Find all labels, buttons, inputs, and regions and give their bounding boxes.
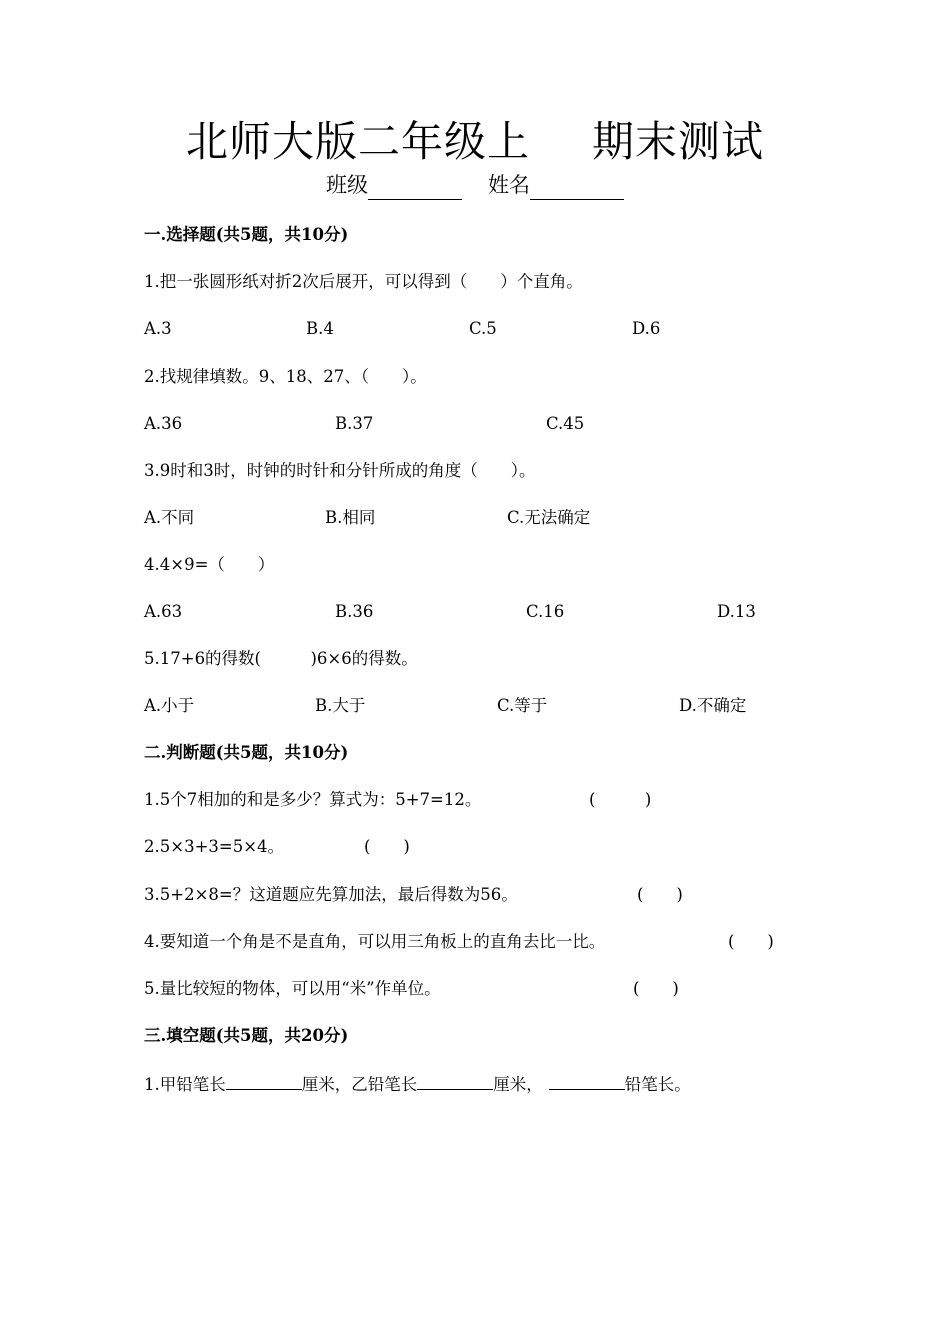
fill-blank-3[interactable] bbox=[549, 1071, 625, 1090]
question-stem: 3.9时和3时，时钟的时针和分针所成的角度（ ）。 bbox=[144, 461, 536, 480]
option-c: C.等于 bbox=[497, 696, 548, 715]
option-b: B.4 bbox=[306, 319, 334, 338]
judge-bracket[interactable]: ( ) bbox=[728, 932, 774, 951]
section-heading-choice: 一.选择题(共5题，共10分) bbox=[144, 225, 349, 244]
fill-text-1: 1.甲铅笔长 bbox=[144, 1075, 226, 1094]
title-main: 北师大版二年级上 bbox=[185, 117, 530, 166]
option-a: A.3 bbox=[144, 319, 172, 338]
judge-bracket[interactable]: ( ) bbox=[589, 790, 652, 809]
fill-question bbox=[144, 1071, 691, 1097]
class-label: 班级 bbox=[326, 173, 368, 197]
option-a: A.63 bbox=[144, 602, 183, 621]
judge-bracket[interactable]: ( ) bbox=[364, 837, 410, 856]
name-label: 姓名 bbox=[488, 173, 530, 197]
option-c: C.16 bbox=[526, 602, 565, 621]
option-b: B.37 bbox=[335, 414, 374, 433]
fill-blank-2[interactable] bbox=[417, 1071, 493, 1090]
student-info bbox=[0, 170, 950, 200]
page-title bbox=[0, 112, 950, 172]
fill-text-3: 厘米， bbox=[493, 1075, 543, 1094]
option-c: C.5 bbox=[469, 319, 497, 338]
fill-text-2: 厘米，乙铅笔长 bbox=[301, 1075, 418, 1094]
fill-blank-1[interactable] bbox=[226, 1071, 302, 1090]
judge-stem: 4.要知道一个角是不是直角，可以用三角板上的直角去比一比。 bbox=[144, 932, 606, 951]
option-d: D.6 bbox=[632, 319, 661, 338]
name-blank[interactable] bbox=[530, 177, 624, 200]
judge-stem: 3.5+2×8=？这道题应先算加法，最后得数为56。 bbox=[144, 885, 518, 904]
question-stem: 5.17+6的得数( )6×6的得数。 bbox=[144, 649, 418, 668]
class-blank[interactable] bbox=[368, 177, 462, 200]
judge-bracket[interactable]: ( ) bbox=[633, 979, 679, 998]
judge-stem: 2.5×3+3=5×4。 bbox=[144, 837, 285, 856]
question-stem: 1.把一张圆形纸对折2次后展开，可以得到（ ）个直角。 bbox=[144, 272, 583, 291]
question-stem: 4.4×9=（ ） bbox=[144, 555, 275, 574]
option-b: B.相同 bbox=[325, 508, 376, 527]
fill-text-4: 铅笔长。 bbox=[624, 1075, 691, 1094]
option-c: C.45 bbox=[546, 414, 585, 433]
judge-stem: 5.量比较短的物体，可以用“米”作单位。 bbox=[144, 979, 441, 998]
question-stem: 2.找规律填数。9、18、27、（ ）。 bbox=[144, 367, 427, 386]
judge-stem: 1.5个7相加的和是多少？算式为：5+7=12。 bbox=[144, 790, 482, 809]
option-a: A.不同 bbox=[144, 508, 195, 527]
section-heading-fill: 三.填空题(共5题，共20分) bbox=[144, 1026, 349, 1045]
option-d: D.13 bbox=[717, 602, 756, 621]
judge-bracket[interactable]: ( ) bbox=[637, 885, 683, 904]
title-sub: 期末测试 bbox=[592, 117, 765, 166]
option-d: D.不确定 bbox=[679, 696, 747, 715]
option-a: A.36 bbox=[144, 414, 183, 433]
option-b: B.36 bbox=[335, 602, 374, 621]
option-c: C.无法确定 bbox=[507, 508, 591, 527]
option-a: A.小于 bbox=[144, 696, 195, 715]
option-b: B.大于 bbox=[315, 696, 366, 715]
section-heading-judge: 二.判断题(共5题，共10分) bbox=[144, 743, 349, 762]
